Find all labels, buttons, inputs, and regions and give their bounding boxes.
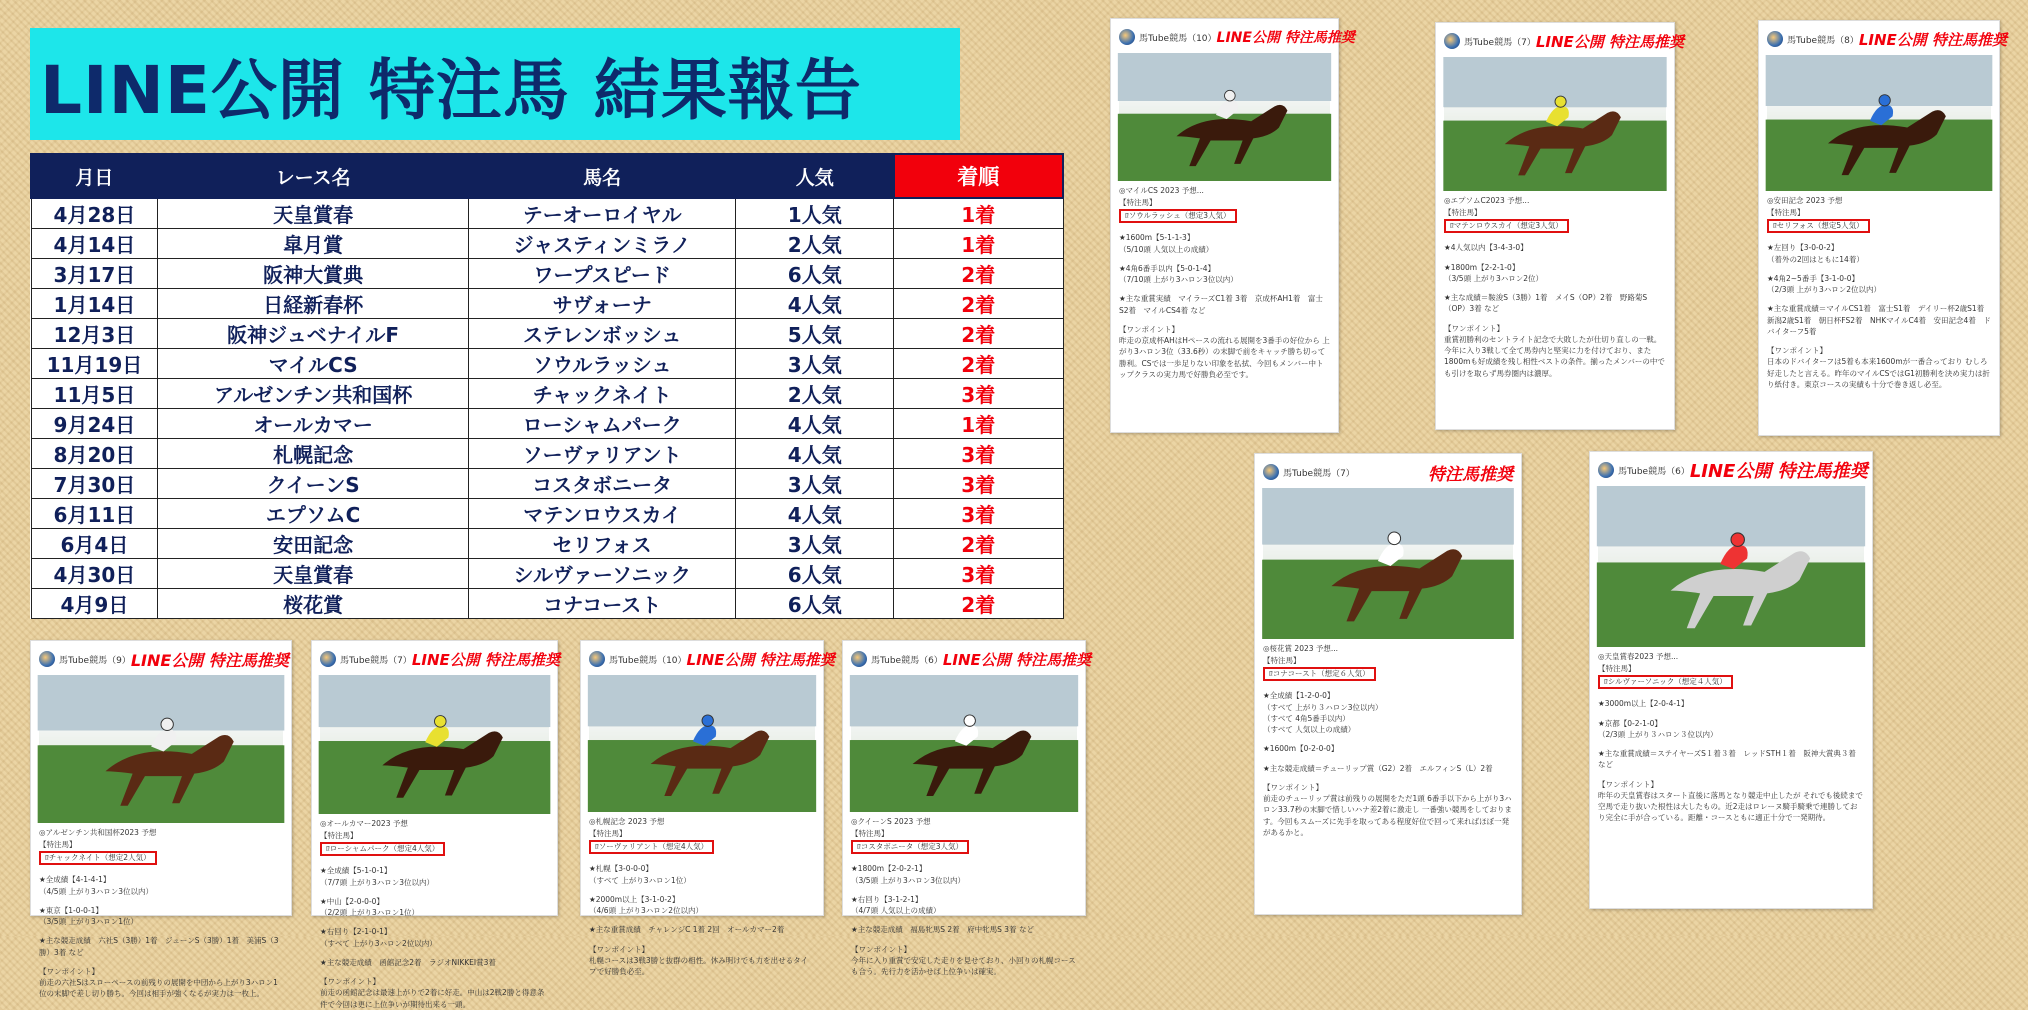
card-header [1436, 23, 1684, 55]
cell-popularity: 3人気 [736, 349, 894, 379]
card-spacer [1263, 774, 1513, 782]
cell-rank: 2着 [894, 259, 1063, 289]
card-line: ★主な競走成績 福島牝馬S 2着 府中牝馬S 3着 など [851, 925, 1034, 935]
card-line: ★左回り【3-0-0-2】 [1767, 243, 1839, 253]
one-point-text: 昨走の京成杯AHはHペースの流れる展開を3番手の好位から 上がり3ハロン3位（33.6秒）の末脚で前をキャッチ勝ち切って勝利。CSでは一歩足りない印象を払拭、今回もメンバー中トップクラスの実力馬で好勝負必至です。 [1119, 336, 1330, 379]
channel-avatar [39, 651, 55, 667]
prediction-card [1589, 451, 1873, 909]
cell-race: オールカマー [158, 409, 469, 439]
card-line: 【ワンポイント】 [320, 977, 380, 987]
featured-horse-box: ﾛチャックネイト（想定2人気） [39, 851, 157, 865]
channel-name: 馬Tube競馬（8） [1787, 35, 1859, 46]
card-line: 【特注馬】 [39, 839, 77, 849]
card-spacer [1598, 740, 1864, 748]
card-spacer [320, 968, 549, 976]
card-spacer [320, 949, 549, 957]
channel-avatar [589, 651, 605, 667]
table-row [31, 589, 1063, 619]
card-line: ★4人気以内【3-4-3-0】 [1444, 243, 1528, 253]
channel-avatar [1444, 33, 1460, 49]
table-row [31, 379, 1063, 409]
horse-photo [320, 675, 549, 814]
card-line: ★京都【0-2-1-0】 [1598, 718, 1662, 728]
card-header [1590, 452, 1872, 484]
card-spacer [589, 886, 815, 894]
card-spacer [1444, 234, 1666, 242]
cell-race: 日経新春杯 [158, 289, 469, 319]
card-spacer [320, 888, 549, 896]
card-line: ★全成績【1-2-0-0】 [1263, 691, 1335, 701]
card-spacer [39, 958, 283, 966]
card-spacer [1119, 285, 1330, 293]
card-line: ◎札幌記念 2023 予想 [589, 817, 665, 826]
cell-popularity: 4人気 [736, 499, 894, 529]
card-header [843, 641, 1091, 673]
card-line: ★1600m【0-2-0-0】 [1263, 744, 1339, 754]
prediction-card [30, 640, 292, 999]
cell-popularity: 1人気 [736, 198, 894, 229]
card-line: 【ワンポイント】 [1444, 323, 1504, 333]
card-spacer [39, 897, 283, 905]
card-line: ◎安田記念 2023 予想 [1767, 196, 1843, 205]
card-line: （すべて 上がり３ハロン3位以内） [1263, 702, 1383, 712]
featured-horse-box: ﾛセリフォス（想定5人気） [1767, 219, 1870, 233]
cell-rank: 1着 [894, 198, 1063, 229]
card-line: 【特注馬】 [1598, 663, 1636, 673]
card-line: ◎オールカマー2023 予想 [320, 819, 408, 828]
table-row [31, 198, 1063, 229]
card-line: （すべて 人気以上の成績） [1263, 725, 1356, 735]
card-heading: LINE公開 特注馬推奨 [1535, 32, 1684, 51]
card-line: ◎マイルCS 2023 予想... [1119, 186, 1204, 195]
cell-popularity: 4人気 [736, 439, 894, 469]
card-line: （7/10頭 上がり3ハロン3位以内） [1119, 275, 1238, 285]
cell-race: エプソムC [158, 499, 469, 529]
card-spacer [589, 855, 815, 863]
channel-avatar [1767, 31, 1783, 47]
card-line: ◎桜花賞 2023 予想... [1263, 644, 1339, 653]
cell-rank: 1着 [894, 229, 1063, 259]
card-line: 【特注馬】 [1444, 207, 1482, 217]
card-line: ◎天皇賞春2023 予想... [1598, 652, 1679, 661]
card-spacer [589, 916, 815, 924]
channel-avatar [1598, 462, 1614, 478]
card-header [1111, 19, 1355, 51]
card-line: （5/10頭 人気以上の成績） [1119, 244, 1214, 254]
card-spacer [1598, 690, 1864, 698]
cell-rank: 2着 [894, 529, 1063, 559]
results-table [30, 153, 1064, 619]
card-spacer [1444, 254, 1666, 262]
channel-avatar [851, 651, 867, 667]
card-spacer [1119, 224, 1330, 232]
card-line: 【特注馬】 [1119, 197, 1157, 207]
featured-horse-box: ﾛローシャムパーク（想定4人気） [320, 842, 445, 856]
featured-horse-box: ﾛソーヴァリアント（想定4人気） [589, 840, 714, 854]
card-spacer [1598, 771, 1864, 779]
card-line: ★主な重賞実績 マイラーズC1着 3着 京成杯AH1着 富士S2着 マイルCS4着 など [1119, 294, 1323, 315]
cell-popularity: 6人気 [736, 559, 894, 589]
cell-horse: ローシャムパーク [468, 409, 736, 439]
card-line: ★3000m以上【2-0-4-1】 [1598, 699, 1689, 709]
table-row [31, 319, 1063, 349]
cell-horse: ステレンボッシュ [468, 319, 736, 349]
channel-avatar [1119, 29, 1135, 45]
cell-horse: ソウルラッシュ [468, 349, 736, 379]
card-line: 【ワンポイント】 [1119, 324, 1179, 334]
channel-name: 馬Tube競馬（10） [609, 655, 687, 666]
card-spacer [851, 916, 1077, 924]
cell-popularity: 3人気 [736, 469, 894, 499]
card-spacer [1767, 265, 1991, 273]
cell-rank: 1着 [894, 409, 1063, 439]
card-line: ★1800m【2-2-1-0】 [1444, 262, 1520, 272]
card-line: （すべて 上がり3ハロン2位以内） [320, 938, 437, 948]
channel-avatar [1263, 464, 1279, 480]
card-line: 【特注馬】 [589, 828, 627, 838]
card-header [581, 641, 835, 673]
card-heading: 特注馬推奨 [1428, 464, 1513, 485]
cell-horse: ワープスピード [468, 259, 736, 289]
cell-horse: シルヴァーソニック [468, 559, 736, 589]
card-line: ★2000m以上【3-1-0-2】 [589, 894, 680, 904]
cell-date: 6月11日 [31, 499, 158, 529]
cell-race: 阪神大賞典 [158, 259, 469, 289]
card-line: ★主な競走成績＝チューリップ賞（G2）2着 エルフィンS（L）2着 [1263, 763, 1493, 773]
channel-name: 馬Tube競馬（7） [340, 655, 412, 666]
card-heading: LINE公開 特注馬推奨 [1216, 30, 1355, 46]
horse-photo [1767, 55, 1991, 191]
header-race: レース名 [158, 154, 469, 198]
channel-name: 馬Tube競馬（7） [1464, 37, 1536, 48]
one-point-text: 日本のドバイターフは5着も本来1600mが一番合っており むしろ好走したと言える。昨年のマイルCSではG1初勝利を決め実力は折り紙付き。東京コースの実績も十分で巻き返し必至。 [1767, 357, 1990, 389]
card-line: （3/5頭 上がり3ハロン2位） [1444, 273, 1543, 283]
cell-horse: セリフォス [468, 529, 736, 559]
cell-race: 阪神ジュベナイルF [158, 319, 469, 349]
prediction-card [1435, 22, 1684, 430]
card-header [31, 641, 291, 673]
horse-photo [1444, 57, 1666, 191]
cell-horse: コナコースト [468, 589, 736, 619]
card-line: 【ワンポイント】 [1767, 346, 1827, 356]
card-body [1759, 191, 1999, 390]
featured-horse-box: ﾛコナコースト（想定６人気） [1263, 667, 1376, 681]
cell-horse: マテンロウスカイ [468, 499, 736, 529]
cell-popularity: 2人気 [736, 379, 894, 409]
prediction-card [1110, 18, 1355, 433]
cell-race: 天皇賞春 [158, 559, 469, 589]
card-line: 【ワンポイント】 [1263, 782, 1323, 792]
prediction-card [1758, 20, 2007, 436]
cell-date: 4月9日 [31, 589, 158, 619]
one-point-text: 前走の函館記念は最速上がりで2着に好走。中山は2戦2勝と得意条件で今回は更に上位争いが期待出来る一頭。 [320, 988, 545, 1009]
cell-race: 天皇賞春 [158, 198, 469, 229]
card-spacer [1598, 710, 1864, 718]
cell-race: クイーンS [158, 469, 469, 499]
card-line: ★主な重賞成績＝マイルCS1着 富士S1着 デイリー杯2歳S1着 新潟2歳S1着 朝日杯FS2着 NHKマイルC4着 安田記念4着 ドバイターフ5着 [1767, 304, 1992, 336]
cell-rank: 3着 [894, 469, 1063, 499]
card-line: （着外の2回はともに14着） [1767, 254, 1864, 264]
header-popularity: 人気 [736, 154, 894, 198]
card-spacer [1263, 755, 1513, 763]
featured-horse-box: ﾛマテンロウスカイ（想定3人気） [1444, 219, 1569, 233]
one-point-text: 昨年の天皇賞春はスタート直後に落馬となり競走中止したが それでも後続まで空馬で走り抜いた根性は大したもの。近2走はロレーヌ騎手騎乗で連勝しており完全に手が合っている。距離・コースともに適正十分で一発期待。 [1598, 790, 1863, 823]
cell-date: 3月17日 [31, 259, 158, 289]
card-line: ◎エプソムC2023 予想... [1444, 196, 1530, 205]
one-point-text: 重賞初勝利のセントライト記念で大敗したが仕切り直しの一戦。今年に入り3戦して全て馬券内と堅実に力を付けており、また1800mも好成績を残し相性ベストの条件。揃ったメンバーの中でも引けを取らず馬券圏内は濃厚。 [1444, 334, 1665, 378]
card-body [581, 812, 823, 977]
cell-race: マイルCS [158, 349, 469, 379]
card-line: （すべて 上がり3ハロン1位） [589, 875, 691, 885]
card-line: （4/6頭 上がり3ハロン2位以内） [589, 906, 703, 916]
cell-horse: チャックネイト [468, 379, 736, 409]
card-line: ★右回り【3-1-2-1】 [851, 894, 923, 904]
card-spacer [1263, 682, 1513, 690]
prediction-card [580, 640, 835, 977]
table-row [31, 409, 1063, 439]
card-body [312, 814, 557, 1010]
channel-name: 馬Tube競馬（10） [1139, 33, 1217, 44]
featured-horse-box: ﾛソウルラッシュ（想定3人気） [1119, 209, 1237, 223]
card-line: 【特注馬】 [320, 830, 358, 840]
card-spacer [39, 866, 283, 874]
cell-popularity: 4人気 [736, 409, 894, 439]
card-heading: LINE公開 特注馬推奨 [130, 650, 289, 670]
cell-rank: 3着 [894, 559, 1063, 589]
card-line: ★主な競走成績 六社S（3勝）1着 ジューンS（3勝）1着 美浦S（3勝）3着 など [39, 936, 279, 957]
card-line: ★1800m【2-0-2-1】 [851, 864, 927, 874]
cell-date: 9月24日 [31, 409, 158, 439]
cell-race: 札幌記念 [158, 439, 469, 469]
card-line: ★4角6番手以内【5-0-1-4】 [1119, 263, 1215, 273]
card-line: 【ワンポイント】 [1598, 779, 1658, 789]
table-row [31, 229, 1063, 259]
cell-date: 11月19日 [31, 349, 158, 379]
cell-date: 1月14日 [31, 289, 158, 319]
card-body [31, 823, 291, 1000]
featured-horse-box: ﾛコスタボニータ（想定3人気） [851, 840, 969, 854]
cell-race: 桜花賞 [158, 589, 469, 619]
card-line: 【ワンポイント】 [851, 944, 911, 954]
prediction-card [842, 640, 1091, 977]
prediction-card [311, 640, 560, 1009]
card-line: （4/7頭 人気以上の成績） [851, 906, 941, 916]
one-point-text: 前走のチューリップ賞は前残りの展開をただ1頭 6番手以下から上がり3ハロン33.7秒の末脚で惜しいハナ差2着に激走し 一番強い競馬をしております。今回もスムーズに先手を取ってある程度好位で回って来ればほぼ一発があるかと。 [1263, 794, 1512, 837]
one-point-text: 札幌コースは3戦3勝と抜群の相性。休み明けでも力を出せるタイプで好勝負必至。 [589, 955, 809, 977]
card-heading: LINE公開 特注馬推奨 [411, 650, 560, 669]
card-spacer [851, 855, 1077, 863]
cell-date: 6月4日 [31, 529, 158, 559]
cell-race: 皐月賞 [158, 229, 469, 259]
featured-horse-box: ﾛシルヴァーソニック（想定４人気） [1598, 675, 1733, 689]
card-line: （すべて 4角5番手以内） [1263, 713, 1350, 723]
card-spacer [1767, 337, 1991, 345]
card-line: ◎クイーンS 2023 予想 [851, 817, 931, 826]
cell-popularity: 6人気 [736, 259, 894, 289]
card-line: ★主な競走成績 函館記念2着 ラジオNIKKEI賞3着 [320, 957, 496, 967]
card-line: 【ワンポイント】 [589, 944, 649, 954]
channel-name: 馬Tube競馬（7） [1283, 468, 1355, 479]
card-spacer [1767, 234, 1991, 242]
table-row [31, 289, 1063, 319]
card-spacer [320, 857, 549, 865]
cell-rank: 2着 [894, 289, 1063, 319]
table-row [31, 559, 1063, 589]
cell-race: 安田記念 [158, 529, 469, 559]
card-line: ★東京【1-0-0-1】 [39, 905, 103, 915]
cell-rank: 2着 [894, 589, 1063, 619]
cell-horse: ジャスティンミラノ [468, 229, 736, 259]
channel-avatar [320, 651, 336, 667]
card-heading: LINE公開 特注馬推奨 [1858, 30, 2007, 49]
card-line: 【特注馬】 [1767, 207, 1805, 217]
table-row [31, 439, 1063, 469]
card-line: ★4角2~5番手【3-1-0-0】 [1767, 273, 1860, 283]
cell-rank: 3着 [894, 499, 1063, 529]
cell-race: アルゼンチン共和国杯 [158, 379, 469, 409]
card-body [1436, 191, 1674, 379]
cell-date: 4月30日 [31, 559, 158, 589]
card-heading: LINE公開 特注馬推奨 [942, 650, 1091, 669]
cell-date: 12月3日 [31, 319, 158, 349]
card-line: ★全成績【4-1-4-1】 [39, 875, 111, 885]
card-line: ★札幌【3-0-0-0】 [589, 864, 653, 874]
card-line: ★主な重賞成績 チャレンジC 1着 2回 オールカマー2着 [589, 925, 785, 935]
page-title: LINE公開 特注馬 結果報告 [40, 51, 862, 129]
cell-rank: 3着 [894, 379, 1063, 409]
cell-horse: コスタボニータ [468, 469, 736, 499]
card-heading: LINE公開 特注馬推奨 [1689, 461, 1868, 482]
cell-rank: 3着 [894, 439, 1063, 469]
cell-popularity: 2人気 [736, 229, 894, 259]
horse-photo [851, 675, 1077, 812]
table-header-row [31, 154, 1063, 198]
channel-name: 馬Tube競馬（6） [871, 655, 943, 666]
cell-horse: サヴォーナ [468, 289, 736, 319]
table-row [31, 529, 1063, 559]
card-body [1590, 647, 1872, 824]
cell-popularity: 6人気 [736, 589, 894, 619]
cell-date: 7月30日 [31, 469, 158, 499]
card-spacer [1444, 315, 1666, 323]
table-row [31, 349, 1063, 379]
card-header [312, 641, 560, 673]
cell-date: 11月5日 [31, 379, 158, 409]
card-body [1255, 639, 1521, 838]
cell-horse: テーオーロイヤル [468, 198, 736, 229]
prediction-card [1254, 453, 1522, 915]
card-spacer [1119, 255, 1330, 263]
card-line: ★主な成績＝鞍浚S（3勝）1着 メイS（OP）2着 野路菊S（OP）3着 など [1444, 293, 1648, 314]
card-line: （7/7頭 上がり3ハロン3位以内） [320, 877, 434, 887]
card-body [1111, 181, 1338, 380]
card-line: ★全成績【5-1-0-1】 [320, 866, 392, 876]
card-spacer [39, 927, 283, 935]
card-heading: LINE公開 特注馬推奨 [686, 650, 835, 669]
card-line: ★主な重賞成績＝ステイヤーズS１着３着 レッドSTH１着 阪神大賞典３着 など [1598, 749, 1856, 770]
card-body [843, 812, 1085, 977]
horse-photo [1263, 488, 1513, 639]
card-spacer [851, 936, 1077, 944]
cell-popularity: 3人気 [736, 529, 894, 559]
horse-photo [589, 675, 815, 812]
card-line: 【ワンポイント】 [39, 966, 99, 976]
header-rank: 着順 [894, 154, 1063, 198]
card-spacer [1444, 284, 1666, 292]
cell-horse: ソーヴァリアント [468, 439, 736, 469]
card-header [1255, 454, 1521, 486]
cell-date: 8月20日 [31, 439, 158, 469]
card-line: ★右回り【2-1-0-1】 [320, 927, 392, 937]
table-row [31, 469, 1063, 499]
cell-popularity: 5人気 [736, 319, 894, 349]
channel-name: 馬Tube競馬（9） [59, 655, 131, 666]
table-row [31, 259, 1063, 289]
card-line: ★1600m【5-1-1-3】 [1119, 233, 1195, 243]
header-horse: 馬名 [468, 154, 736, 198]
card-line: （3/5頭 上がり3ハロン1位） [39, 917, 138, 927]
title-banner [30, 28, 960, 140]
card-header [1759, 21, 2007, 53]
card-spacer [1119, 316, 1330, 324]
card-spacer [589, 936, 815, 944]
one-point-text: 前走の六社Sはスローペースの前残りの展開を中団から上がり3ハロン1位の末脚で差し切り勝ち。今回は相手が強くなるが実力は一枚上。 [39, 978, 278, 999]
card-line: （3/5頭 上がり3ハロン3位以内） [851, 875, 965, 885]
table-row [31, 499, 1063, 529]
cell-popularity: 4人気 [736, 289, 894, 319]
horse-photo [1119, 53, 1330, 181]
card-line: （2/3頭 上がり3ハロン2位以内） [1767, 285, 1881, 295]
card-spacer [851, 886, 1077, 894]
horse-photo [39, 675, 283, 823]
card-line: （4/5頭 上がり3ハロン3位以内） [39, 886, 153, 896]
card-spacer [320, 918, 549, 926]
header-date: 月日 [31, 154, 158, 198]
cell-rank: 2着 [894, 319, 1063, 349]
horse-photo [1598, 486, 1864, 647]
channel-name: 馬Tube競馬（6） [1618, 466, 1690, 477]
card-line: 【特注馬】 [1263, 655, 1301, 665]
cell-date: 4月14日 [31, 229, 158, 259]
one-point-text: 今年に入り重賞で安定した走りを見せており、小回りの札幌コースも合う。先行力を活かせば上位争いは確実。 [851, 955, 1076, 977]
cell-date: 4月28日 [31, 198, 158, 229]
card-line: ★中山【2-0-0-0】 [320, 896, 384, 906]
card-line: 【特注馬】 [851, 828, 889, 838]
card-line: ◎アルゼンチン共和国杯2023 予想 [39, 828, 157, 837]
cell-rank: 2着 [894, 349, 1063, 379]
card-spacer [1263, 735, 1513, 743]
card-line: （2/3頭 上がり３ハロン３位以内） [1598, 729, 1718, 739]
card-spacer [1767, 295, 1991, 303]
card-line: （2/2頭 上がり3ハロン1位） [320, 908, 419, 918]
